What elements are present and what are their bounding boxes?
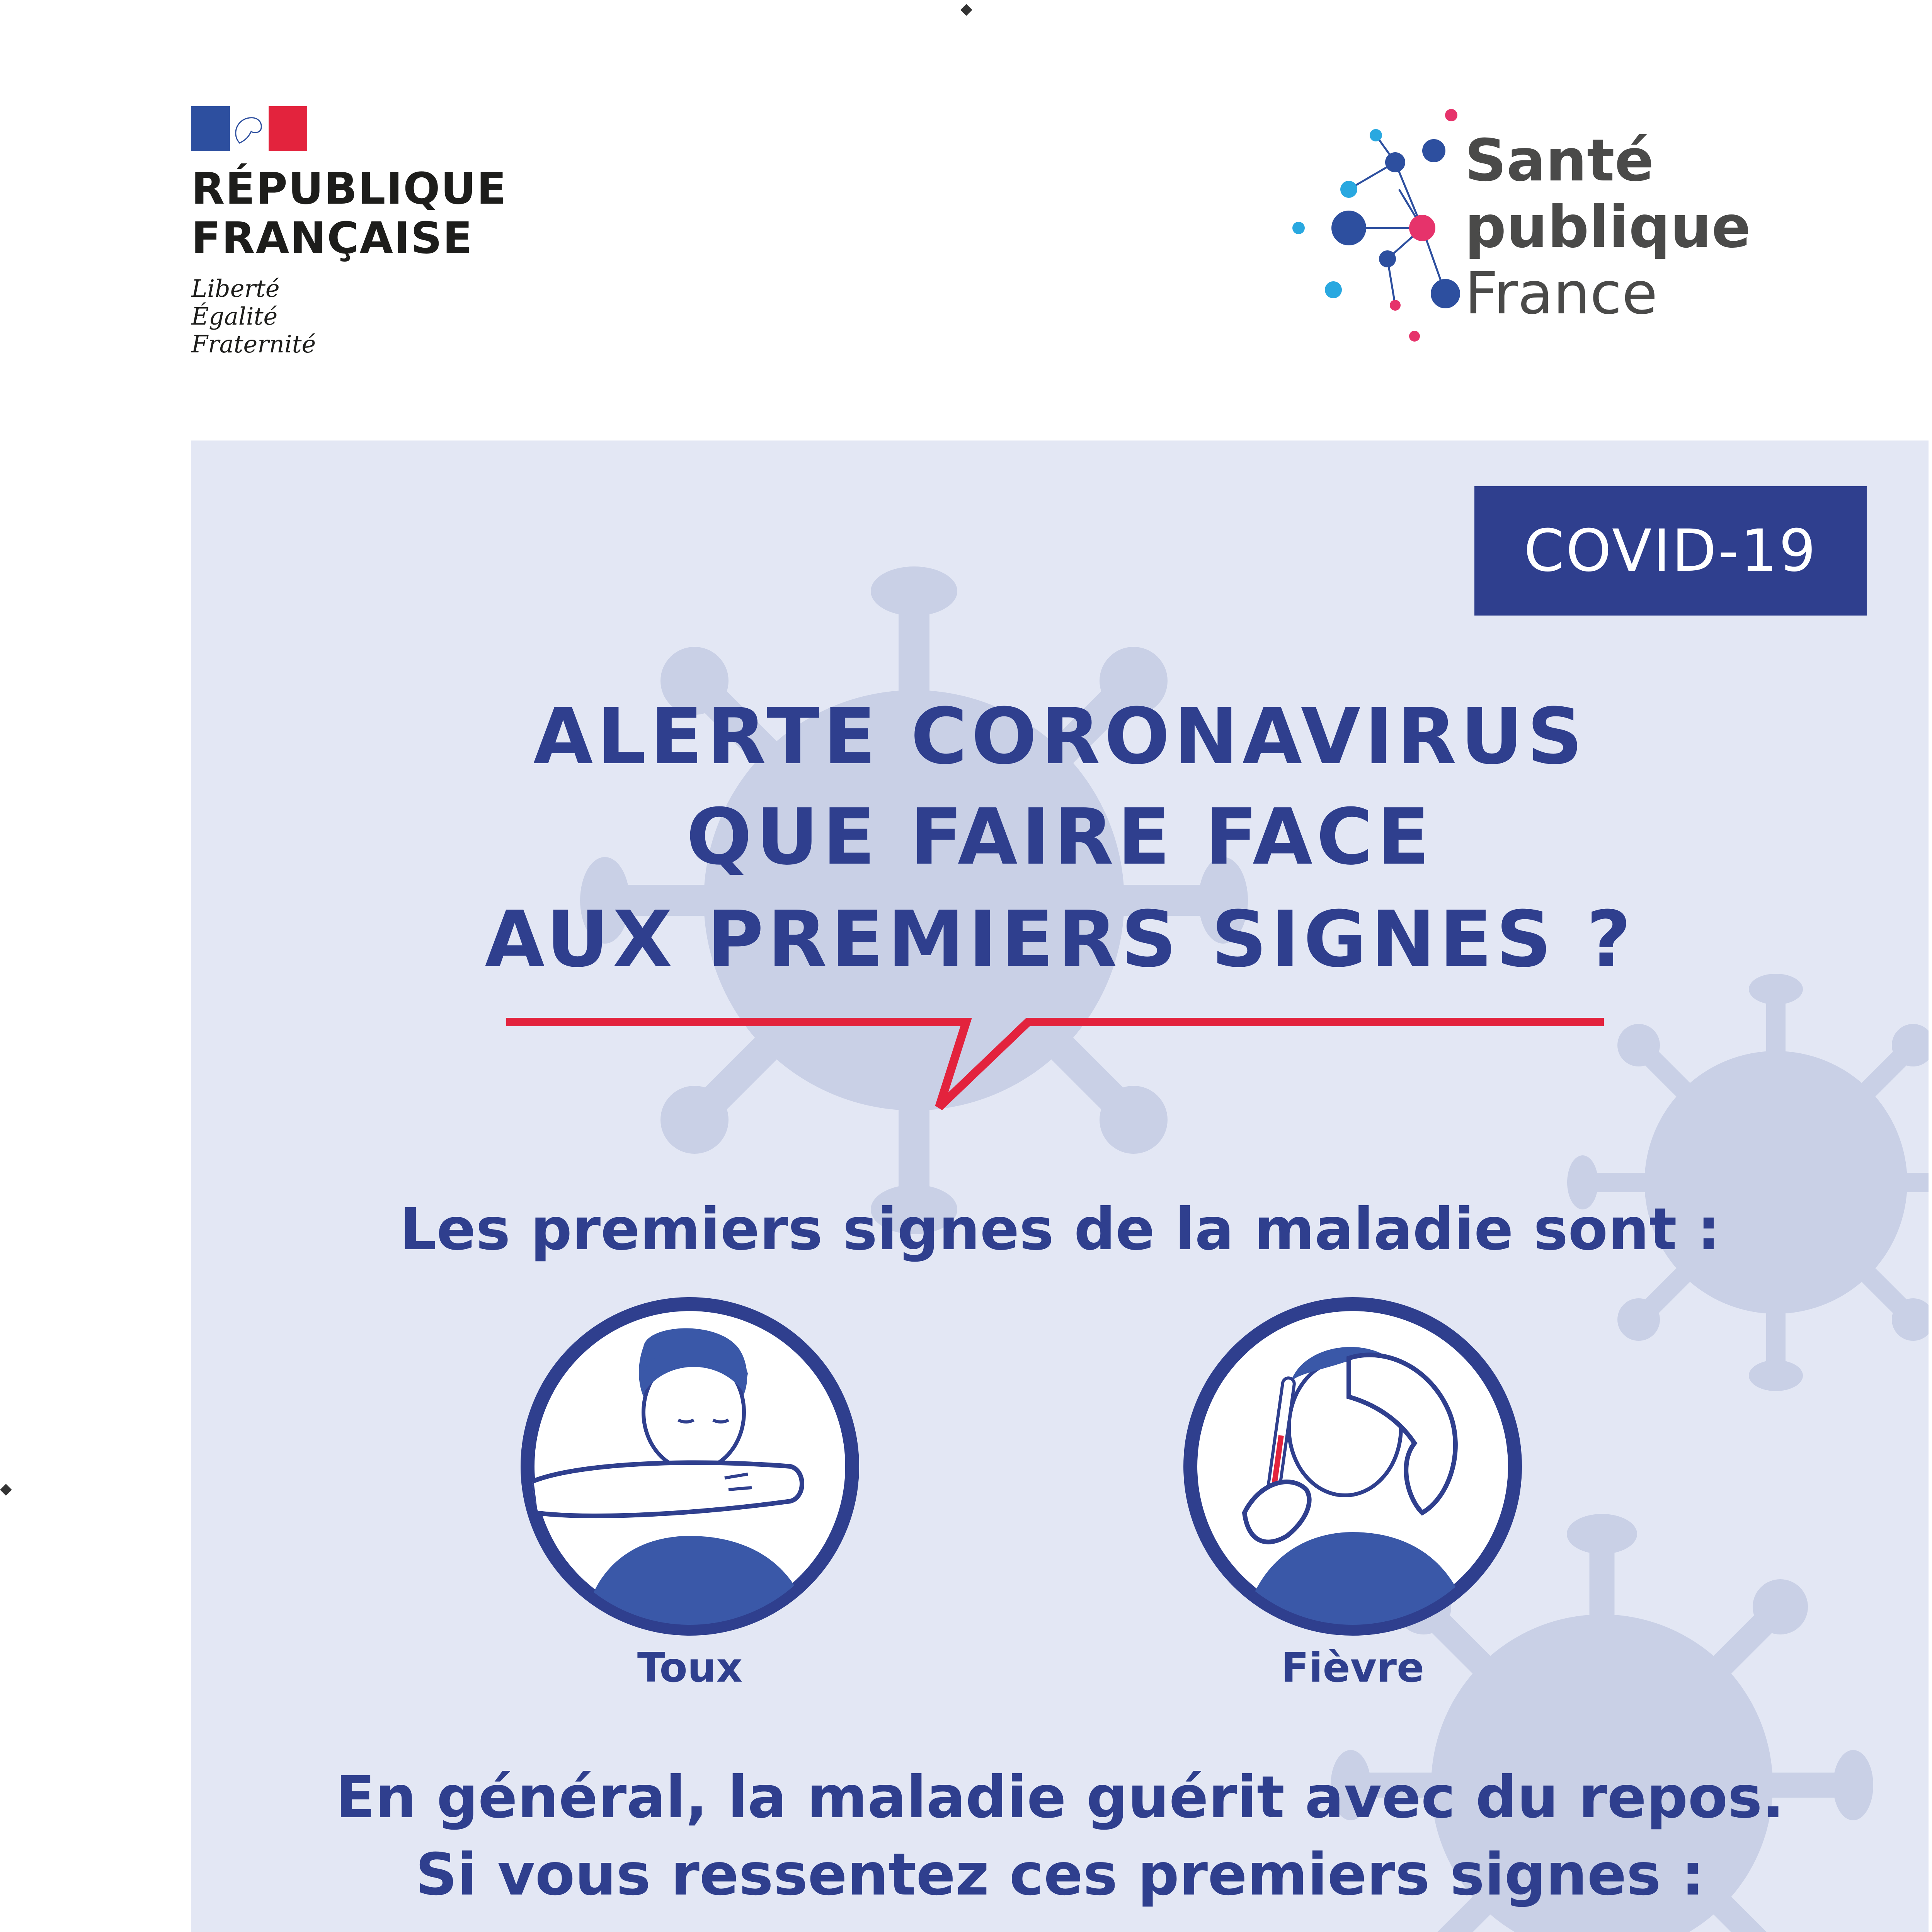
crop-mark-top: ◆ — [960, 0, 972, 18]
marianne-flag-icon — [191, 106, 307, 151]
rf-name-line2: FRANÇAISE — [191, 213, 473, 264]
rf-motto-fraternite: Fraternité — [191, 330, 316, 358]
spf-line1: Santé — [1465, 127, 1654, 194]
crop-mark-left: ◆ — [0, 1480, 12, 1498]
title-line2: QUE FAIRE FACE — [686, 792, 1434, 882]
speech-bubble-underline-icon — [502, 1005, 1608, 1121]
republique-francaise-logo — [191, 106, 507, 358]
recovery-heading: En général, la maladie guérit avec du repos. — [335, 1764, 1784, 1831]
symptom-label-toux: Toux — [637, 1644, 743, 1691]
title-line3: AUX PREMIERS SIGNES ? — [485, 895, 1635, 985]
rf-motto-egalite: Égalité — [191, 302, 278, 330]
rf-name-line1: RÉPUBLIQUE — [191, 164, 507, 214]
symptom-label-fievre: Fièvre — [1281, 1644, 1425, 1691]
spf-line3: France — [1465, 260, 1658, 327]
virus-background-icon — [191, 440, 1929, 1932]
title-line1: ALERTE CORONAVIRUS — [533, 692, 1587, 782]
spf-line2: publique — [1465, 194, 1751, 261]
poster-panel — [191, 440, 1929, 1932]
symptoms-heading: Les premiers signes de la maladie sont : — [399, 1196, 1721, 1263]
covid-badge: COVID-19 — [1474, 486, 1867, 616]
cough-icon — [520, 1296, 860, 1636]
rf-motto-liberte: Liberté — [191, 274, 280, 303]
spf-wordmark — [1465, 128, 1751, 327]
fever-icon — [1183, 1296, 1523, 1636]
if-symptoms-heading: Si vous ressentez ces premiers signes : — [415, 1841, 1704, 1908]
